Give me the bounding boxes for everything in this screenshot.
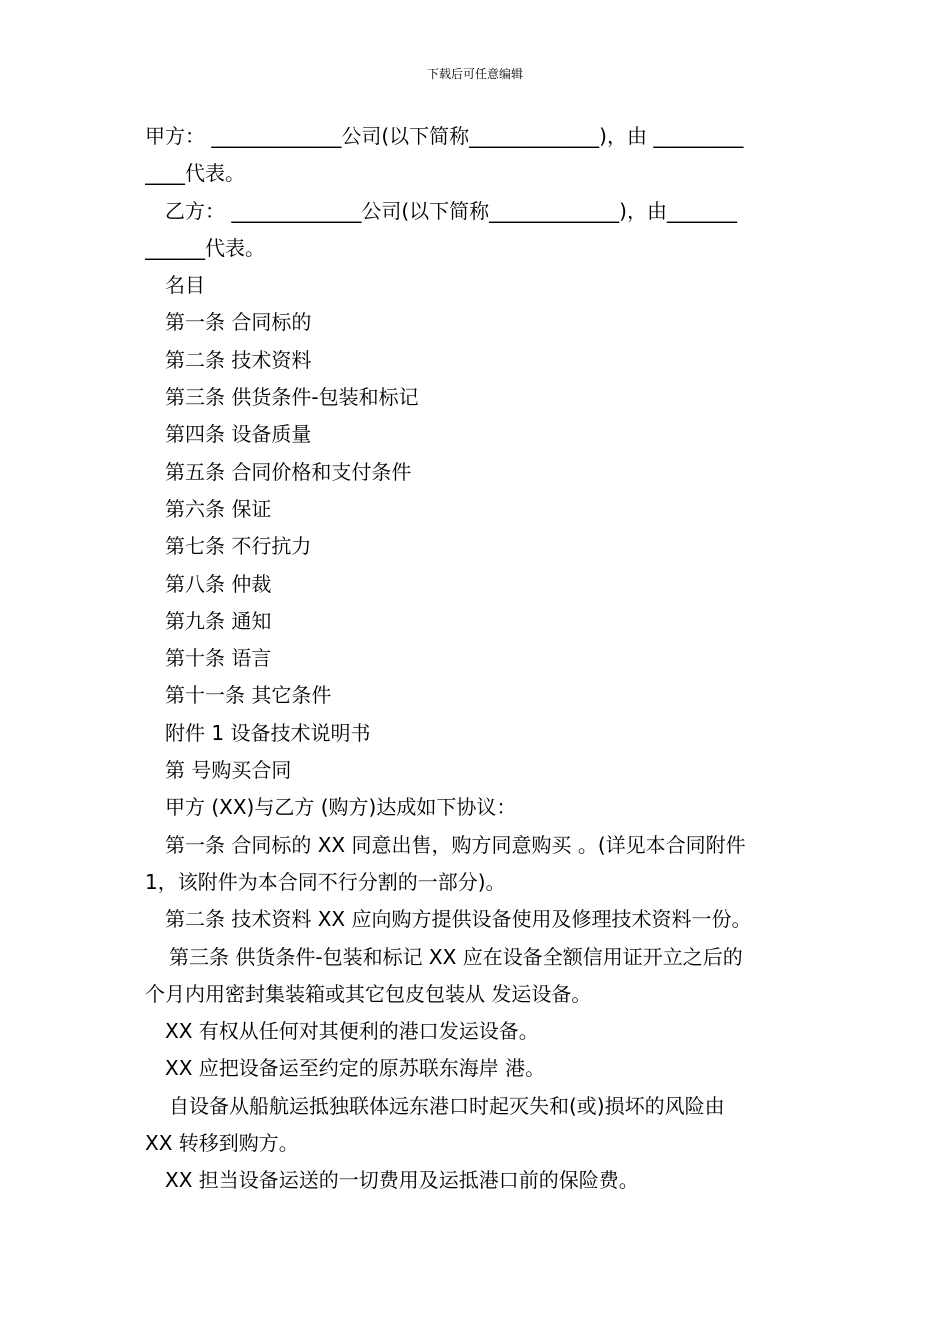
party-b-continued: ______代表。 <box>145 235 265 260</box>
article-3-continued: 个月内用密封集装箱或其它包皮包装从 发运设备。 <box>145 981 592 1006</box>
toc-item: 第三条 供货条件-包装和标记 <box>165 385 419 410</box>
document-body <box>145 118 810 1200</box>
paragraph-continued: XX 转移到购方。 <box>145 1131 299 1156</box>
page-header-note: 下载后可任意编辑 <box>426 67 523 81</box>
toc-item: 第七条 不行抗力 <box>165 534 312 559</box>
contents-heading: 名目 <box>165 273 205 298</box>
toc-item: 附件 1 设备技术说明书 <box>165 720 371 745</box>
toc-item: 第九条 通知 <box>165 608 272 633</box>
toc-item: 第五条 合同价格和支付条件 <box>165 459 412 484</box>
party-b-line: 乙方： _____________公司(以下简称_____________)，由_______ <box>165 198 737 223</box>
party-a-continued: ____代表。 <box>145 161 245 186</box>
toc-item: 第十条 语言 <box>165 646 272 671</box>
toc-item: 第四条 设备质量 <box>165 422 312 447</box>
toc-item: 第八条 仲裁 <box>165 571 272 596</box>
article-1: 第一条 合同标的 XX 同意出售，购方同意购买 。(详见本合同附件 <box>165 832 746 857</box>
article-3: 第三条 供货条件-包装和标记 XX 应在设备全额信用证开立之后的 <box>169 944 743 969</box>
toc-item: 第六条 保证 <box>165 496 272 521</box>
party-a-line: 甲方： _____________公司(以下简称_____________)，由 _________ <box>145 124 744 148</box>
toc-item: 第二条 技术资料 <box>165 347 312 372</box>
agreement-intro: 甲方 (XX)与乙方 (购方)达成如下协议： <box>165 795 517 820</box>
paragraph: XX 担当设备运送的一切费用及运抵港口前的保险费。 <box>165 1168 639 1193</box>
toc-item: 第十一条 其它条件 <box>165 683 332 708</box>
article-1-continued: 1，该附件为本合同不行分割的一部分)。 <box>145 869 506 894</box>
paragraph: XX 应把设备运至约定的原苏联东海岸 港。 <box>165 1056 546 1081</box>
paragraph: XX 有权从任何对其便利的港口发运设备。 <box>165 1019 539 1044</box>
article-2: 第二条 技术资料 XX 应向购方提供设备使用及修理技术资料一份。 <box>165 907 752 932</box>
contract-number: 第 号购买合同 <box>165 758 292 783</box>
paragraph: 自设备从船航运抵独联体远东港口时起灭失和(或)损坏的风险由 <box>169 1093 725 1118</box>
toc-item: 第一条 合同标的 <box>165 310 312 335</box>
